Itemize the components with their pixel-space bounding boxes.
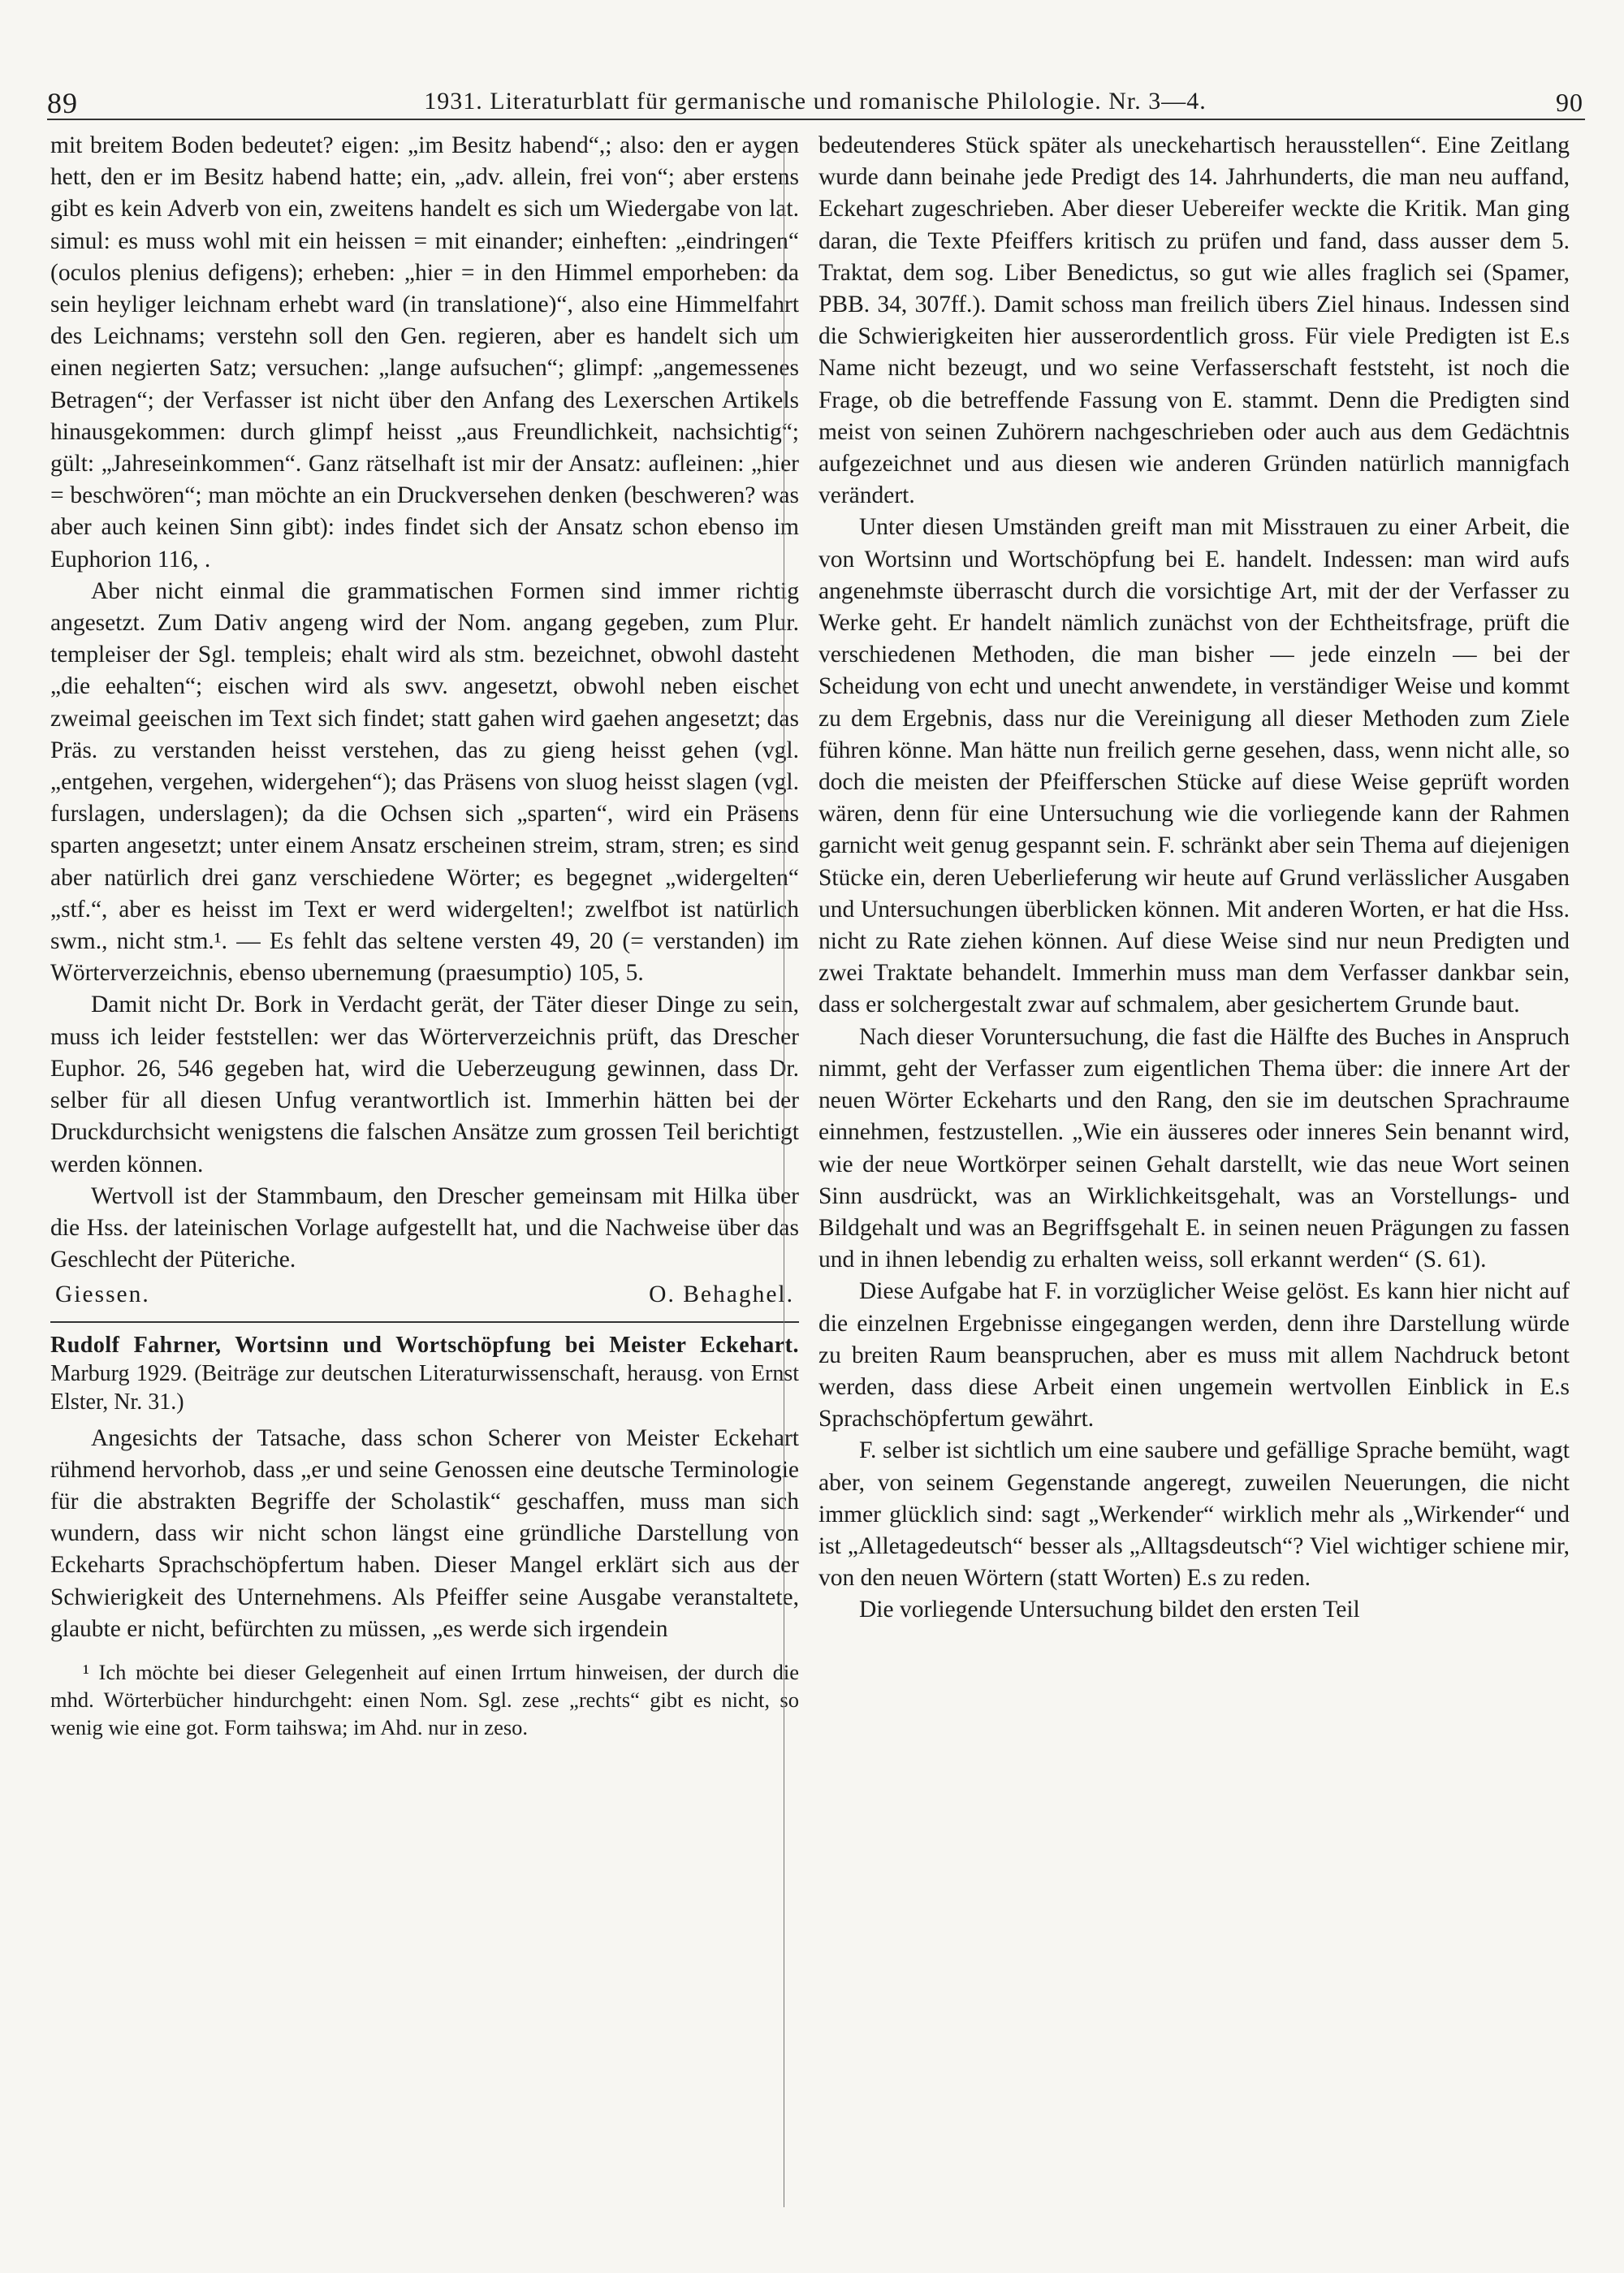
left-column (50, 130, 799, 1741)
review-publication-info: Marburg 1929. (Beiträge zur deutschen Literaturwissenschaft, herausg. von Ernst Elster, Nr. 31.) (50, 1360, 799, 1415)
review-heading (50, 1331, 799, 1416)
paragraph: Diese Aufgabe hat F. in vorzüglicher Weise gelöst. Es kann hier nicht auf die einzelnen Ergebnisse eingegangen werden, denn ihre Darstellung würde zu breiten Raum beanspruchen, aber es muss mit allem Nachdruck betont werden, dass diese Arbeit einen ungemein wertvollen Einblick in E.s Sprachschöpfertum gewährt. (818, 1278, 1570, 1433)
paragraph: Angesichts der Tatsache, dass schon Scherer von Meister Eckehart rühmend hervorhob, dass „er und seine Genossen eine deutsche Terminologie für die abstrakten Begriffe der Scholastik“ geschaffen, muss man sich wundern, dass wir nicht schon längst eine gründliche Darstellung von Eckeharts Sprachschöpfertum haben. Dieser Mangel erklärt sich aus der Schwierigkeit des Unternehmens. Als Pfeiffer seine Ausgabe veranstaltete, glaubte er nicht, befürchten zu müssen, „es werde sich irgendein (50, 1424, 799, 1642)
header-rule (47, 119, 1585, 120)
page-header (47, 81, 1583, 130)
paragraph: Die vorliegende Untersuchung bildet den ersten Teil (859, 1597, 1360, 1623)
page-number-left: 89 (47, 87, 78, 119)
paragraph: mit breitem Boden bedeutet? eigen: „im Besitz habend“,; also: den er aygen hett, den er im Besitz habend hatte; ein, „adv. allein, frei von“; aber erstens gibt es kein Adverb von ein, zweitens handelt es sich um Wiedergabe von lat. simul: es muss wohl mit ein heissen = mit einander; einheften: „eindringen“ (oculos plenius defigens); erheben: „hier = in den Himmel emporheben: da sein heyliger leichnam erhebt ward (in translatione)“, also eine Himmelfahrt des Leichnams; verstehn soll den Gen. regieren, aber es handelt sich um einen negierten Satz; versuchen: „lange aufsuchen“; glimpf: „angemessenes Betragen“; der Verfasser ist nicht über den Anfang des Lexerschen Artikels hinausgekommen: durch glimpf heisst „aus Freundlichkeit, nachsichtig“; gült: „Jahreseinkommen“. Ganz rätselhaft ist mir der Ansatz: aufleinen: „hier = beschwören“; man möchte an ein Druckversehen denken (beschweren? was aber auch keinen Sinn gibt): indes findet sich der Ansatz schon ebenso im Euphorion 116, . (50, 132, 799, 573)
paragraph: Aber nicht einmal die grammatischen Formen sind immer richtig angesetzt. Zum Dativ angeng wird der Nom. angang gegeben, zum Plur. templeiser der Sgl. templeis; ehalt wird als stm. bezeichnet, obwohl dasteht „die eehalten“; eischen wird als swv. angesetzt, obwohl neben eischet zweimal geeischen im Text sich findet; statt gahen wird gaehen angesetzt; das Präs. zu verstanden heisst verstehen, das zu gieng heisst gehen (vgl. „entgehen, vergehen, widergehen“); das Präsens von sluog heisst slagen (vgl. furslagen, underslagen); da die Ochsen sich „sparten“, wird ein Präsens sparten angesetzt; unter einem Ansatz erscheinen streim, stram, stren; es sind aber natürlich drei ganz verschiedene Wörter; es begegnet „widergelten“ „stf.“, aber es heisst im Text er werd widergelten!; zwelfbot ist natürlich swm., nicht stm.¹. — Es fehlt das seltene versten 49, 20 (= verstanden) im Wörterverzeichnis, ebenso ubernemung (praesumptio) 105, 5. (50, 577, 799, 987)
paragraph: bedeutenderes Stück später als uneckehartisch herausstellen“. Eine Zeitlang wurde dann beinahe jede Predigt des 14. Jahrhunderts, die man neu auffand, Eckehart zugeschrieben. Aber dieser Uebereifer weckte die Kritik. Man ging daran, die Texte Pfeiffers kritisch zu prüfen und fand, dass ausser dem 5. Traktat, dem sog. Liber Benedictus, so gut wie alles fraglich sei (Spamer, PBB. 34, 307ff.). Damit schoss man freilich übers Ziel hinaus. Indessen sind die Schwierigkeiten hier ausserordentlich gross. Für viele Predigten ist E.s Name nicht bezeugt, und wo seine Verfasserschaft feststeht, ist noch die Frage, ob die betreffende Fassung von E. stammt. Denn die Predigten sind meist von seinen Zuhörern nachgeschrieben oder auch aus dem Gedächtnis aufgezeichnet und aus diesen wie anderen Gründen natürlich mannigfach verändert. (818, 132, 1570, 509)
paragraph: Damit nicht Dr. Bork in Verdacht gerät, der Täter dieser Dinge zu sein, muss ich leider feststellen: wer das Wörterverzeichnis prüft, das Drescher Euphor. 26, 546 gegeben hat, wird die Ueberzeugung gewinnen, dass Dr. selber für all diesen Unfug verantwortlich ist. Immerhin hätten bei der Druckdurchsicht wenigstens die falschen Ansätze zum grossen Teil berichtigt werden können. (50, 992, 799, 1178)
page-number-right: 90 (1556, 88, 1583, 117)
footnote: ¹ Ich möchte bei dieser Gelegenheit auf einen Irrtum hinweisen, der durch die mhd. Wörterbücher hindurchgeht: einen Nom. Sgl. zese „rechts“ gibt es nicht, so wenig wie eine got. Form taihswa; im Ahd. nur in zeso. (50, 1659, 799, 1739)
paragraph: Unter diesen Umständen greift man mit Misstrauen zu einer Arbeit, die von Wortsinn und Wortschöpfung bei E. handelt. Indessen: man wird aufs angenehmste überrascht durch die vorsichtige Art, mit der der Verfasser zu Werke geht. Er handelt nämlich zunächst von der Echtheitsfrage, prüft die verschiedenen Methoden, die man bisher — jede einzeln — bei der Scheidung von echt und unecht anwendete, in verständiger Weise und kommt zu dem Ergebnis, dass nur die Vereinigung all dieser Methoden zum Ziele führen könne. Man hätte nun freilich gerne gesehen, dass, wenn nicht alle, so doch die meisten der Pfeifferschen Stücke auf diese Weise geprüft worden wären, denn für eine Untersuchung wie die vorliegende kann der Rahmen garnicht weit genug gespannt sein. F. schränkt aber sein Thema auf diejenigen Stücke ein, deren Ueberlieferung wir heute auf Grund verlässlicher Ausgaben und Untersuchungen überblicken können. Mit anderen Worten, er hat die Hss. nicht zu Rate ziehen können. Auf diese Weise sind nur neun Predigten und zwei Traktate behandelt. Immerhin muss man dem Verfasser dankbar sein, dass er solchergestalt zwar auf schmalem, aber gesichertem Grunde baut. (818, 514, 1570, 1018)
signature-place: Giessen. (55, 1281, 150, 1308)
signature-author: O. Behaghel. (649, 1281, 794, 1308)
paragraph: Wertvoll ist der Stammbaum, den Drescher gemeinsam mit Hilka über die Hss. der lateinischen Vorlage aufgestellt hat, und die Nachweise über das Geschlecht der Püteriche. (50, 1182, 799, 1273)
running-title: 1931. Literaturblatt für germanische und romanische Philologie. Nr. 3—4. (424, 88, 1207, 115)
review-signature (50, 1279, 799, 1311)
right-column (818, 130, 1570, 1627)
paragraph: F. selber ist sichtlich um eine saubere und gefällige Sprache bemüht, wagt aber, von seinem Gegenstande angeregt, zuweilen Neuerungen, die nicht immer glücklich sind: sagt „Werkender“ wirklich mehr als „Wirkender“ und ist „Alletagedeutsch“ besser als „Alltagsdeutsch“? Viel wichtiger schiene mir, von den neuen Wörtern (statt Worten) E.s zu reden. (818, 1437, 1570, 1592)
review-title: Rudolf Fahrner, Wortsinn und Wortschöpfung bei Meister Eckehart. (50, 1332, 799, 1358)
paragraph: Nach dieser Voruntersuchung, die fast die Hälfte des Buches in Anspruch nimmt, geht der Verfasser zum eigentlichen Thema über: die innere Art der neuen Wörter Eckeharts und den Rang, den sie im deutschen Sprachraume einnehmen, festzustellen. „Wie ein äusseres oder inneres Sein benannt wird, wie der neue Wortkörper seinen Gehalt darstellt, wie das neue Wort seinen Sinn ausdrückt, was an Wirklichkeitsgehalt, was an Vorstellungs- und Bildgehalt und was an Begriffsgehalt E. in seinen neuen Prägungen zu fassen und in ihnen lebendig zu erhalten weiss, soll erkannt werden“ (S. 61). (818, 1023, 1570, 1273)
section-rule (50, 1321, 799, 1323)
